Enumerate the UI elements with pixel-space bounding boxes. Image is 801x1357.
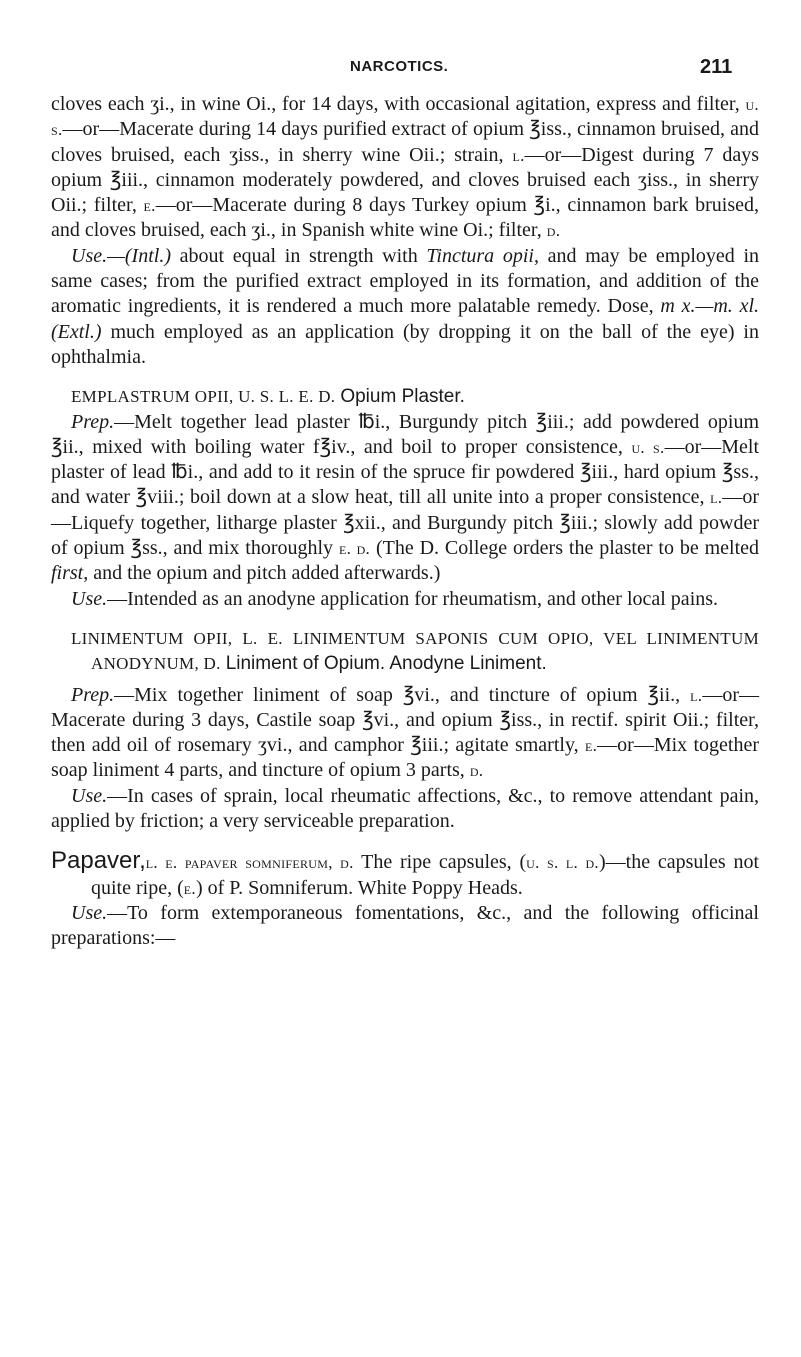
extl-label: (Extl.) [51,320,102,343]
pharmacopoeia-abbrev: e. [183,878,196,898]
emphasis-first: first [51,562,84,585]
page-body [51,92,759,952]
plaster-prep-text-4a: (The D. College orders the plaster to be melted [370,537,760,560]
tinctura-opii-ref: Tinctura opii [426,244,534,267]
papaver-use-text: —To form extemporaneous fomentations, &c., and the following officinal preparations:— [51,901,759,950]
plaster-prep-text-2: —or—Melt plaster of lead ℔i., and add to it resin of the spruce fir powdered ℥iii., hard opium ℥ss., and water ℥viii.; boil down at a slow heat, till all unite into a proper consistence, [51,435,760,509]
liniment-preparation-paragraph [51,683,759,784]
prep-label: Prep. [71,410,115,433]
pharmacopoeia-abbrev: d. [546,221,561,241]
plaster-prep-text-1: —Melt together lead plaster ℔i., Burgundy pitch ℥iii.; add powdered opium ℥ii., mixed with boiling water f℥iv., and boil to proper consistence, [51,410,759,458]
section-gap [51,612,759,626]
liniment-heading [51,626,759,677]
wine-use-paragraph [51,244,759,370]
pharmacopoeia-abbrev: l. [512,145,525,165]
plaster-latin-name: EMPLASTRUM OPII, U. S. L. E. D. [71,387,336,407]
papaver-latin-name: l. e. papaver somniferum, d. [145,853,354,873]
papaver-text-1: The ripe capsules, ( [353,851,527,874]
pharmacopoeia-abbrev: l. [710,488,723,508]
pharmacopoeia-abbrev: e. d. [338,539,371,559]
papaver-text-3: ) of P. Somniferum. White Poppy Heads. [195,876,523,899]
plaster-prep-text-4b: , and the opium and pitch added afterwards.) [83,562,441,585]
plaster-use-paragraph [51,587,759,612]
plaster-preparation-paragraph [51,410,759,587]
plaster-use-text: —Intended as an anodyne application for rheumatism, and other local pains. [107,587,719,610]
liniment-latin-name: LINIMENTUM OPII, L. E. LINIMENTUM SAPONIS CUM OPIO, VEL LINIMENTUM ANODYNUM, D. [71,628,759,674]
use-label: Use. [71,587,108,610]
pharmacopoeia-abbrev: e. [143,196,156,216]
pharmacopoeia-abbrev: l. [690,685,703,705]
pharmacopoeia-abbrev: d. [469,761,484,781]
use-label: Use. [71,901,108,924]
wine-use-text-c: much employed as an application (by dropping it on the ball of the eye) in ophthalmia. [51,320,759,368]
dose-range: m x.—m. xl. [660,295,760,318]
section-gap [51,834,759,848]
liniment-use-text: —In cases of sprain, local rheumatic affections, &c., to remove attendant pain, applied by friction; a very serviceable preparation. [51,784,759,833]
papaver-use-paragraph [51,901,759,952]
plaster-english-name: Opium Plaster. [340,386,465,408]
pharmacopoeia-abbrev: u. s. l. d. [526,853,599,873]
plaster-prep-text-3: —or—Liquefy together, litharge plaster ℥xii., and Burgundy pitch ℥iii.; slowly add powder of opium ℥ss., and mix thoroughly [51,486,759,560]
papaver-headword: Papaver, [51,847,146,875]
wine-prep-text-1: cloves each ʒi., in wine Oi., for 14 days, with occasional agitation, express and filter, [51,93,746,115]
plaster-heading [51,384,759,409]
running-head [0,58,801,82]
use-label: Use. [71,784,108,807]
intl-label: —(Intl.) [107,244,171,267]
wine-prep-text-3: —or—Digest during 7 days opium ℥iii., cinnamon moderately powdered, and cloves bruised each ʒiss., in sherry Oii.; filter, [51,143,760,217]
wine-use-text-a: about equal in strength with [171,244,427,267]
liniment-prep-text-3: —or—Mix together soap liniment 4 parts, and tincture of opium 3 parts, [51,734,759,782]
prep-label: Prep. [71,683,115,706]
pharmacopoeia-abbrev: e. [584,736,598,756]
pharmacopoeia-abbrev: u. s. [51,95,759,140]
section-gap [51,370,759,384]
wine-prep-text-4: —or—Macerate during 8 days Turkey opium ℥i., cinnamon bark bruised, and cloves bruised, each ʒi., in Spanish white wine Oi.; filter, [51,194,759,242]
use-label: Use. [71,244,108,267]
wine-preparation-paragraph [51,92,759,244]
wine-prep-text-2: —or—Macerate during 14 days purified extract of opium ℥iss., cinnamon bruised, and cloves bruised, each ʒiss., in sherry wine Oii.; strain, [51,118,759,166]
papaver-text-2: )—the capsules not quite ripe, ( [91,851,760,899]
running-title: NARCOTICS. [350,58,449,75]
liniment-prep-text-2: —or—Macerate during 3 days, Castile soap ℥vi., and opium ℥iss., in rectif. spirit Oii.; filter, then add oil of rosemary ʒvi., and camphor ℥iii.; agitate smartly, [51,683,759,757]
pharmacopoeia-abbrev: u. s. [631,437,665,457]
liniment-english-name: Liniment of Opium. Anodyne Liniment. [225,653,547,675]
liniment-prep-text-1: —Mix together liniment of soap ℥vi., and tincture of opium ℥ii., [114,683,691,706]
wine-use-text-b: , and may be employed in same cases; from the purified extract employed in its formation, and addition of the aromatic ingredients, it is rendered a much more palatable remedy. Dose, [51,244,760,318]
page-number: 211 [700,56,733,78]
papaver-paragraph [51,848,759,901]
liniment-use-paragraph [51,784,759,835]
